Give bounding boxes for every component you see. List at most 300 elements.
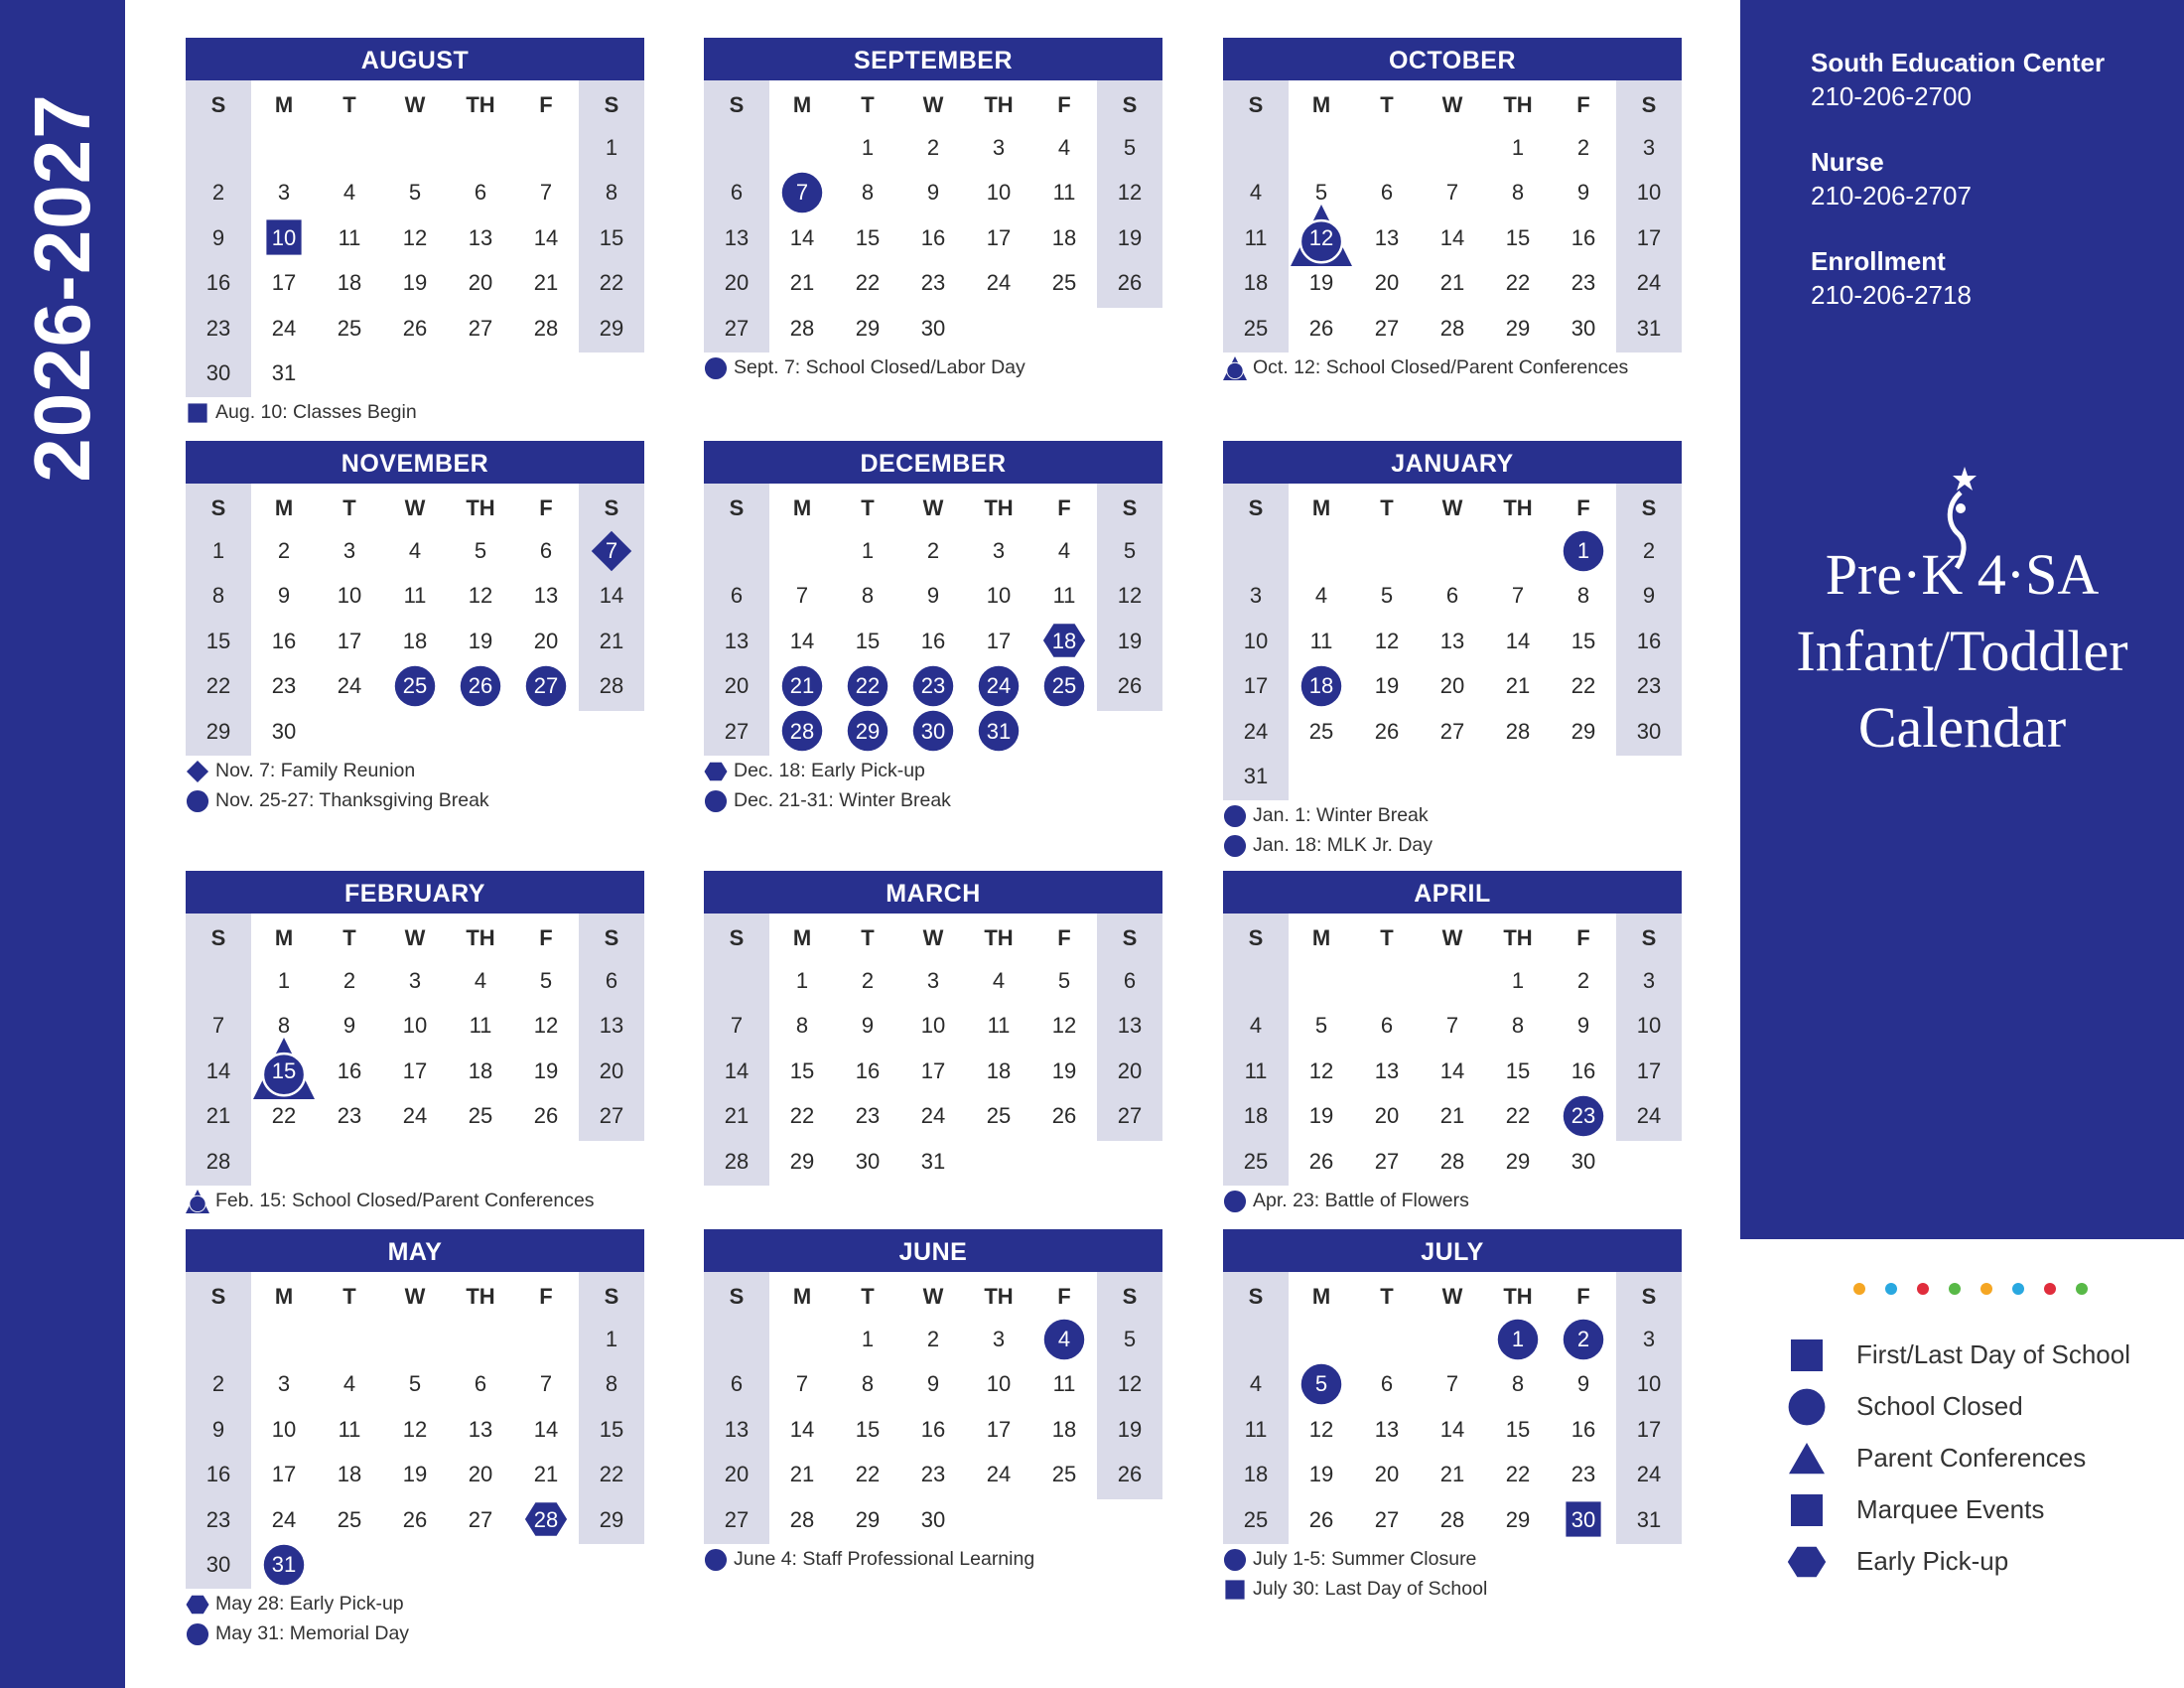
day-number: 1 [1511,968,1525,993]
day-number: 3 [277,1371,291,1397]
day-number: 10 [1636,1013,1662,1039]
weekday-header: TH [466,925,495,950]
day-cell [1616,1093,1682,1138]
day-number: 13 [533,583,559,609]
day-cell [1097,1407,1162,1452]
day-number: 22 [599,270,624,296]
day-cell [579,1093,644,1138]
day-number: 8 [1511,180,1525,206]
day-number: 12 [1308,224,1334,250]
day-cell [1289,1049,1354,1093]
weekday-header: F [1057,925,1071,950]
contact-enrollment [1811,246,1972,311]
weekday-header: S [210,1284,226,1309]
contact-nurse [1811,147,1972,211]
weekday-header: M [792,92,812,117]
day-cell [251,663,317,708]
weekday-header: S [1641,1284,1657,1309]
day-cell [1223,1003,1289,1048]
day-cell [186,573,251,618]
day-cell [382,619,448,663]
day-number: 24 [1243,718,1269,744]
day-number: 24 [986,673,1012,699]
day-number: 13 [468,224,493,250]
day-number: 14 [724,1057,750,1083]
day-number: 19 [402,270,428,296]
day-cell [966,1361,1031,1406]
note-text: July 30: Last Day of School [1253,1578,1488,1600]
day-number: 1 [1511,1327,1525,1351]
day-number: 22 [599,1462,624,1487]
day-number: 27 [1374,1506,1400,1532]
day-number: 2 [926,538,940,563]
day-cell [579,573,644,618]
weekday-header: S [604,1284,619,1309]
day-cell [579,215,644,260]
day-cell [1354,1093,1420,1138]
day-number: 15 [1505,1416,1531,1442]
legend-label: First/Last Day of School [1856,1339,2130,1369]
weekday-header: TH [1503,925,1533,950]
weekday-header: T [861,1284,875,1309]
day-number: 23 [855,1103,881,1129]
day-cell [448,663,513,708]
day-cell [900,306,966,351]
day-number: 27 [724,315,750,341]
note-item [704,785,1170,815]
day-number: 18 [1243,270,1269,296]
day-number: 30 [205,360,231,385]
day-cell [835,1139,900,1184]
day-cell [966,1407,1031,1452]
day-cell [1289,1093,1354,1138]
day-cell [966,1317,1031,1361]
day-cell [1485,958,1551,1003]
month-notes [1223,352,1690,382]
note-item [704,756,1170,785]
day-cell [835,709,900,754]
day-cell [448,958,513,1003]
day-cell [835,619,900,663]
hexagon-marker-icon [704,760,728,783]
day-number: 5 [539,968,553,993]
left-band [0,0,125,1688]
day-cell [186,1049,251,1093]
square-legend-icon [1787,1490,1827,1530]
day-cell [900,619,966,663]
day-cell [317,306,382,351]
weekday-header: S [1641,495,1657,520]
day-cell [1616,573,1682,618]
day-cell [769,215,835,260]
day-cell [704,1049,769,1093]
legend-item [1787,1336,2164,1375]
day-number: 19 [1308,1462,1334,1487]
day-number: 7 [1445,1371,1459,1397]
weekday-header: S [210,925,226,950]
day-cell [966,958,1031,1003]
color-dots [1853,1283,2092,1297]
contact-phone: 210-206-2700 [1811,81,1972,111]
day-number: 6 [730,1371,744,1397]
day-cell [251,1452,317,1496]
day-cell [769,663,835,708]
weekday-header: F [1057,92,1071,117]
month-title: NOVEMBER [186,441,644,484]
day-cell [1551,306,1616,351]
day-cell [900,1317,966,1361]
day-cell [1097,215,1162,260]
day-number: 2 [861,968,875,993]
day-number: 28 [533,315,559,341]
month-notes [186,756,652,815]
month-title: JANUARY [1223,441,1682,484]
circle-marker-icon [1223,804,1247,828]
day-number: 28 [724,1148,750,1174]
month-notes [1223,800,1690,860]
day-cell [835,260,900,305]
day-cell [186,1497,251,1542]
day-number: 18 [468,1057,493,1083]
note-item [704,352,1170,382]
day-number: 13 [724,224,750,250]
day-number: 12 [1374,628,1400,653]
weekday-header: S [1122,925,1138,950]
day-cell [1551,1049,1616,1093]
day-number: 14 [789,224,815,250]
note-text: Jan. 1: Winter Break [1253,804,1429,827]
day-cell [382,573,448,618]
day-number: 10 [337,583,362,609]
day-cell [1551,1361,1616,1406]
day-cell [1031,573,1097,618]
day-number: 11 [1244,1057,1268,1083]
month-grid [186,484,644,754]
day-cell [1616,1003,1682,1048]
day-cell [704,306,769,351]
day-number: 20 [468,270,493,296]
day-cell [251,1049,317,1093]
day-cell [1097,663,1162,708]
weekday-header: W [1441,495,1463,520]
day-number: 3 [342,538,356,563]
contact-phone: 210-206-2707 [1811,181,1972,211]
note-text: Dec. 21-31: Winter Break [734,789,951,811]
day-number: 30 [920,315,946,341]
day-number: 10 [986,583,1012,609]
day-number: 27 [533,673,559,699]
day-cell [251,1407,317,1452]
day-cell [513,1452,579,1496]
day-number: 18 [337,270,362,296]
day-cell [1616,1361,1682,1406]
day-number: 19 [1051,1057,1077,1083]
day-cell [769,573,835,618]
day-cell [1420,215,1485,260]
day-number: 11 [987,1013,1011,1039]
weekday-header: T [1380,92,1394,117]
weekday-header: S [729,495,745,520]
day-number: 25 [986,1103,1012,1129]
weekday-header: W [1441,925,1463,950]
day-number: 21 [599,628,624,653]
day-number: 29 [599,1506,624,1532]
day-cell [1485,1361,1551,1406]
day-number: 31 [1243,764,1269,788]
day-cell [1485,663,1551,708]
day-cell [448,528,513,573]
day-number: 29 [855,1506,881,1532]
weekday-header: M [1311,925,1331,950]
day-cell [1097,170,1162,214]
day-cell [835,1497,900,1542]
weekday-header: T [1380,1284,1394,1309]
day-cell [1289,215,1354,260]
day-number: 27 [724,718,750,744]
day-number: 24 [271,315,297,341]
day-number: 25 [1243,1506,1269,1532]
day-number: 4 [1314,583,1328,609]
day-cell [769,1361,835,1406]
month-notes [704,1544,1170,1574]
day-number: 19 [1308,270,1334,296]
weekday-header: F [1057,495,1071,520]
month-title: MARCH [704,871,1162,914]
day-cell [579,1361,644,1406]
day-cell [513,170,579,214]
day-number: 5 [408,180,422,206]
day-cell [704,215,769,260]
day-number: 30 [1636,718,1662,744]
day-number: 12 [1308,1416,1334,1442]
weekday-header: F [539,925,553,950]
weekday-header: S [1641,925,1657,950]
day-cell [579,663,644,708]
month-grid [186,80,644,395]
day-cell [769,260,835,305]
day-cell [1485,573,1551,618]
day-cell [382,215,448,260]
day-cell [900,260,966,305]
day-cell [1289,260,1354,305]
note-item [1223,1186,1690,1215]
day-number: 15 [855,1416,881,1442]
day-number: 26 [1374,718,1400,744]
day-cell [1097,619,1162,663]
day-cell [579,1452,644,1496]
day-cell [448,215,513,260]
day-cell [317,1049,382,1093]
weekday-header: W [922,1284,944,1309]
circle-marker-icon [1223,1190,1247,1213]
day-number: 16 [205,270,231,296]
day-cell [251,260,317,305]
day-number: 9 [926,180,940,206]
month-title: FEBRUARY [186,871,644,914]
weekday-header: S [729,92,745,117]
day-cell [579,260,644,305]
day-cell [513,306,579,351]
day-cell [835,170,900,214]
weekday-header: S [1122,495,1138,520]
day-cell [1616,663,1682,708]
day-number: 18 [402,628,428,653]
day-number: 29 [855,315,881,341]
day-number: 15 [1505,224,1531,250]
day-number: 6 [474,180,487,206]
day-number: 17 [1636,1057,1662,1083]
day-number: 5 [1380,583,1394,609]
weekday-header: W [404,92,426,117]
triangle-legend-icon [1787,1439,1827,1478]
day-cell [1354,709,1420,754]
weekday-header: F [1576,1284,1590,1309]
day-cell [382,663,448,708]
day-cell [186,1361,251,1406]
day-number: 15 [205,628,231,653]
day-number: 24 [986,1462,1012,1487]
day-number: 14 [533,224,559,250]
contact-south-education-center [1811,48,2105,112]
day-number: 2 [342,968,356,993]
day-cell [317,619,382,663]
day-number: 19 [1117,224,1143,250]
day-number: 30 [920,718,946,744]
day-cell [1616,1452,1682,1496]
day-number: 30 [1570,1148,1596,1174]
circle-triangle-marker-icon [186,1190,209,1213]
day-cell [448,260,513,305]
day-cell [513,215,579,260]
legend-item [1787,1542,2164,1582]
day-cell [186,1542,251,1587]
day-number: 6 [539,538,553,563]
day-number: 27 [468,1506,493,1532]
square-marker-icon [1223,1578,1247,1602]
day-number: 9 [277,583,291,609]
day-number: 4 [992,968,1006,993]
day-cell [251,573,317,618]
day-number: 8 [277,1013,291,1039]
day-cell [704,1093,769,1138]
day-cell [1031,260,1097,305]
weekday-header: S [1248,92,1264,117]
day-number: 2 [277,538,291,563]
weekday-header: W [922,495,944,520]
day-number: 24 [1636,1462,1662,1487]
weekday-header: W [404,1284,426,1309]
day-cell [1031,1093,1097,1138]
day-number: 23 [1570,1462,1596,1487]
day-cell [704,1407,769,1452]
day-cell [1551,573,1616,618]
day-number: 26 [1051,1103,1077,1129]
day-number: 7 [795,583,809,609]
day-number: 4 [342,1371,356,1397]
day-cell [900,663,966,708]
day-cell [704,709,769,754]
month-grid [186,914,644,1184]
month-october [1223,38,1682,378]
day-number: 21 [1439,1103,1465,1129]
day-number: 20 [724,270,750,296]
day-number: 4 [1057,135,1071,160]
note-text: May 28: Early Pick-up [215,1593,404,1616]
day-cell [1551,1003,1616,1048]
month-february [186,871,644,1211]
day-cell [1551,709,1616,754]
month-november [186,441,644,811]
day-cell [1420,170,1485,214]
day-number: 23 [1570,1103,1596,1129]
day-cell [251,351,317,395]
note-text: Oct. 12: School Closed/Parent Conferences [1253,356,1629,378]
day-number: 12 [402,1416,428,1442]
day-cell [1354,1361,1420,1406]
info-panel [1740,0,2184,1239]
day-cell [186,306,251,351]
day-cell [317,528,382,573]
day-number: 21 [533,1462,559,1487]
day-number: 1 [861,135,875,160]
day-number: 23 [1636,673,1662,699]
day-number: 20 [599,1057,624,1083]
hexagon-marker-icon [186,1593,209,1617]
day-number: 1 [605,135,618,160]
day-cell [769,958,835,1003]
day-cell [1223,754,1289,798]
day-cell [186,1003,251,1048]
day-cell [448,573,513,618]
month-notes [186,1589,652,1648]
day-cell [704,1361,769,1406]
day-number: 1 [861,1327,875,1351]
square-legend-icon [1787,1336,1827,1375]
day-cell [1551,1139,1616,1184]
day-cell [835,1407,900,1452]
weekday-header: M [274,925,294,950]
day-number: 16 [855,1057,881,1083]
day-number: 15 [789,1057,815,1083]
day-number: 5 [1314,1013,1328,1039]
weekday-header: W [1441,92,1463,117]
day-number: 22 [855,270,881,296]
weekday-header: M [792,1284,812,1309]
day-cell [1097,1093,1162,1138]
day-cell [382,528,448,573]
day-cell [382,306,448,351]
day-number: 2 [1576,968,1590,993]
day-number: 26 [402,315,428,341]
day-cell [579,306,644,351]
day-number: 21 [789,1462,815,1487]
day-cell [1551,1452,1616,1496]
day-cell [835,1361,900,1406]
day-number: 18 [1051,628,1077,653]
day-cell [186,619,251,663]
day-number: 12 [533,1013,559,1039]
logo-line: Pre·K 4·SA [1825,542,2100,607]
day-cell [1289,1361,1354,1406]
day-number: 17 [402,1057,428,1083]
weekday-header: S [1641,92,1657,117]
day-number: 6 [474,1371,487,1397]
weekday-header: W [922,92,944,117]
weekday-header: S [729,925,745,950]
day-number: 8 [605,180,618,206]
day-number: 22 [271,1103,297,1129]
weekday-header: F [1057,1284,1071,1309]
